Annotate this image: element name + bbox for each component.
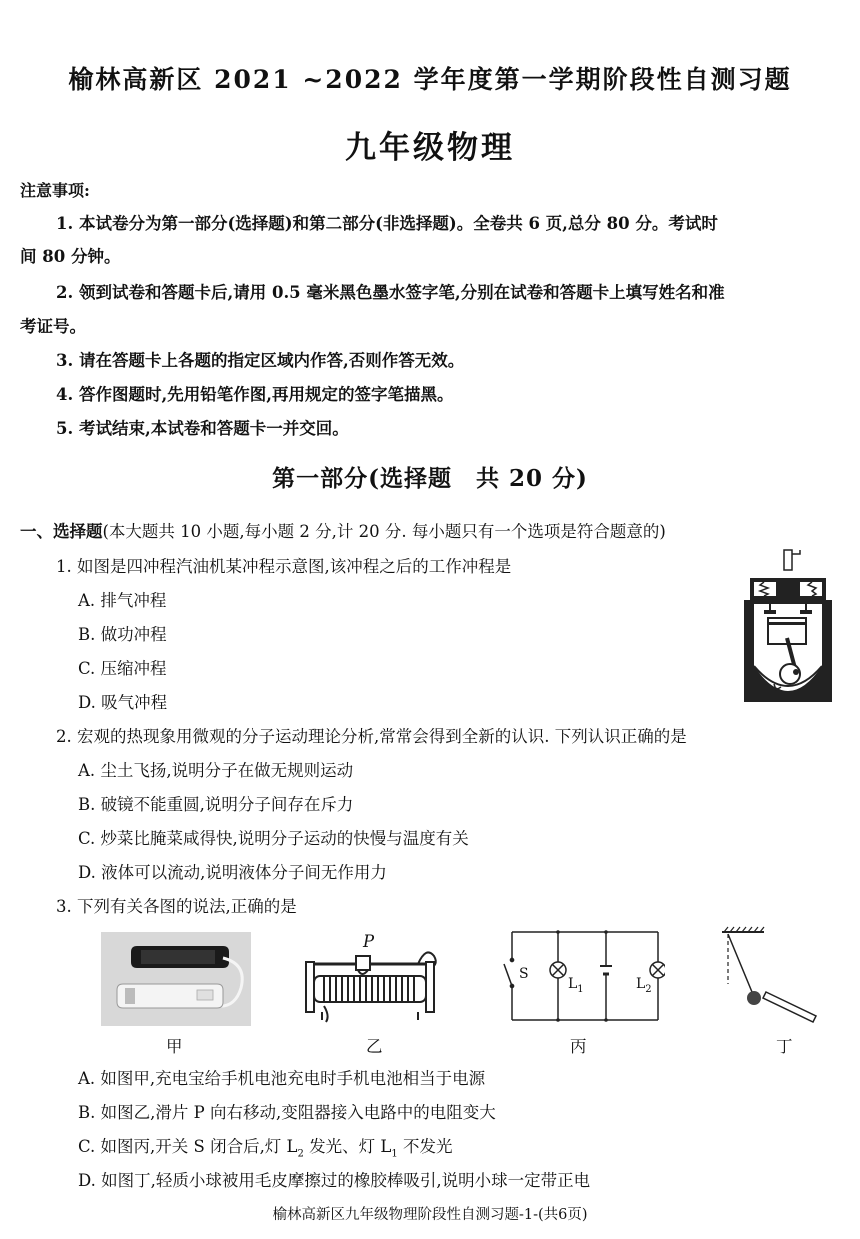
lamp-l1-letter: L	[568, 976, 578, 992]
question-1-option-c: C. 压缩冲程	[78, 659, 167, 678]
question-3-option-b: B. 如图乙,滑片 P 向右移动,变阻器接入电路中的电阻变大	[78, 1103, 496, 1122]
lamp-label-l2	[636, 976, 652, 995]
question-1-option-d: D. 吸气冲程	[78, 693, 168, 712]
question-1-option-b: B. 做功冲程	[78, 625, 167, 644]
notice-item-1-line-2: 间 80 分钟。	[20, 247, 121, 266]
question-2-option-b: B. 破镜不能重圆,说明分子间存在斥力	[78, 795, 354, 814]
section-head-label: 一、选择题	[20, 522, 103, 541]
notice-item-3: 3. 请在答题卡上各题的指定区域内作答,否则作答无效。	[56, 351, 465, 370]
section-note: (本大题共 10 小题,每小题 2 分,计 20 分. 每小题只有一个选项是符合题意的)	[102, 522, 666, 541]
figure-jia-power-bank-photo	[101, 932, 251, 1026]
notice-item-2-line-2: 考证号。	[20, 317, 86, 336]
lamp-l2-subscript: 2	[645, 983, 652, 995]
notice-item-4: 4. 答作图题时,先用铅笔作图,再用规定的签字笔描黑。	[56, 385, 454, 404]
question-3-option-d: D. 如图丁,轻质小球被用毛皮摩擦过的橡胶棒吸引,说明小球一定带正电	[78, 1171, 591, 1190]
exam-title: 榆林高新区 2021 ~2022 学年度第一学期阶段性自测习题	[68, 65, 792, 94]
lamp-l1-subscript: 1	[577, 983, 584, 995]
figure-yi-rheostat	[300, 934, 450, 1026]
lamp-l2-letter: L	[636, 976, 646, 992]
subject-title: 九年级物理	[345, 130, 515, 166]
question-3-stem: 3. 下列有关各图的说法,正确的是	[56, 897, 297, 916]
notice-item-1-line-1: 1. 本试卷分为第一部分(选择题)和第二部分(非选择题)。全卷共 6 页,总分 80 分。考试时	[56, 214, 718, 233]
figure-label-yi: 乙	[366, 1037, 383, 1056]
question-2-option-c: C. 炒菜比腌菜咸得快,说明分子运动的快慢与温度有关	[78, 829, 469, 848]
question-3-option-a: A. 如图甲,充电宝给手机电池充电时手机电池相当于电源	[78, 1069, 486, 1088]
figure-label-jia: 甲	[166, 1037, 183, 1056]
question-2-option-d: D. 液体可以流动,说明液体分子间无作用力	[78, 863, 387, 882]
notice-item-2-line-1: 2. 领到试卷和答题卡后,请用 0.5 毫米黑色墨水签字笔,分别在试卷和答题卡上填写姓名和准	[56, 283, 725, 302]
option-c-text-1: C. 如图丙,开关 S 闭合后,灯 L	[78, 1137, 298, 1156]
figure-ding-charged-ball	[712, 926, 822, 1026]
question-1-option-a: A. 排气冲程	[78, 591, 167, 610]
part-one-title: 第一部分(选择题 共 20 分)	[272, 465, 588, 492]
slider-label-p: P	[363, 932, 375, 951]
switch-label-s: S	[519, 966, 529, 982]
lamp-label-l1	[568, 976, 584, 995]
figure-label-ding: 丁	[776, 1037, 793, 1056]
page-footer: 榆林高新区九年级物理阶段性自测习题-1-(共6页)	[272, 1207, 588, 1223]
figure-label-bing: 丙	[570, 1037, 587, 1056]
option-c-subscript-1: 2	[297, 1148, 304, 1160]
question-3-option-c	[78, 1133, 452, 1159]
section-heading	[20, 518, 666, 542]
question-2-option-a: A. 尘土飞扬,说明分子在做无规则运动	[78, 761, 354, 780]
option-c-text-2: 发光、灯 L	[303, 1137, 392, 1156]
option-c-subscript-2: 1	[391, 1148, 398, 1160]
notice-item-5: 5. 考试结束,本试卷和答题卡一并交回。	[56, 419, 349, 438]
engine-stroke-figure	[740, 548, 840, 708]
question-2-stem: 2. 宏观的热现象用微观的分子运动理论分析,常常会得到全新的认识. 下列认识正确的是	[56, 727, 687, 746]
question-1-stem: 1. 如图是四冲程汽油机某冲程示意图,该冲程之后的工作冲程是	[56, 557, 512, 576]
option-c-text-3: 不发光	[397, 1137, 453, 1156]
notice-title: 注意事项:	[20, 181, 90, 200]
